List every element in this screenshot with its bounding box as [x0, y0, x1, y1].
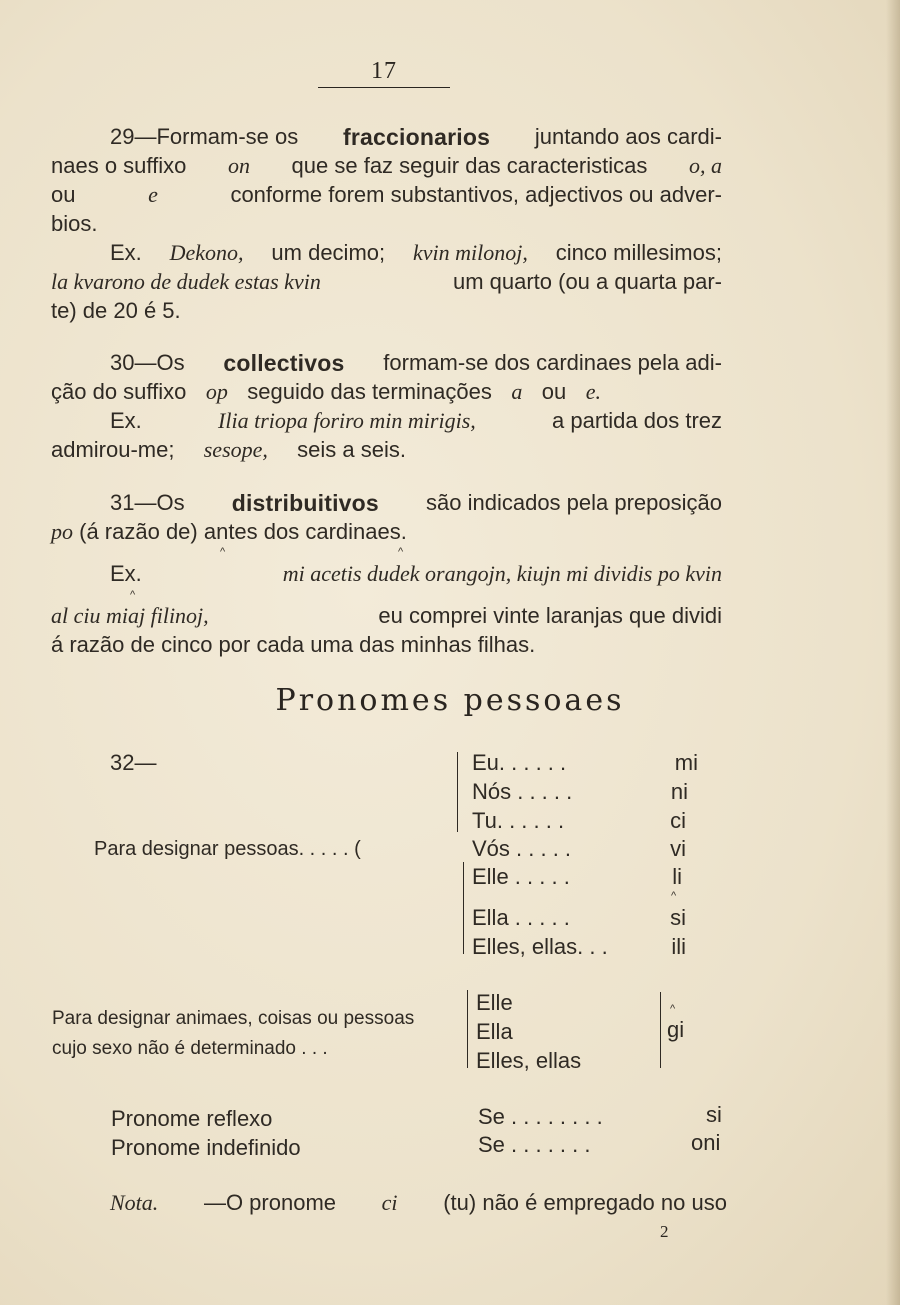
p30-text: admirou-me; — [51, 437, 175, 462]
ending-e: e. — [585, 379, 601, 404]
example-dekono: Dekono, — [169, 240, 244, 265]
p30-text: formam-se dos cardinaes pela adi- — [383, 350, 722, 375]
brace-left — [457, 752, 458, 832]
p29-line-6 — [51, 269, 722, 295]
page-edge-shadow — [886, 0, 900, 1305]
ending-a: a — [511, 379, 523, 404]
p29-line-4 — [51, 211, 97, 237]
circumflex-mark: ^ — [130, 589, 136, 601]
neutral-elles-ellas: Elles, ellas — [476, 1048, 582, 1073]
p29-text: juntando aos cardi- — [534, 124, 722, 149]
nota-label: Nota. — [110, 1190, 159, 1215]
p30-line-1 — [110, 350, 722, 377]
example-la-kvarono: la kvarono de dudek estas kvin — [51, 269, 321, 294]
eo-gi: gi — [667, 1017, 685, 1042]
brace-left — [463, 862, 464, 954]
p29-text: cinco millesimos; — [555, 240, 722, 265]
p31-line-5 — [51, 632, 535, 658]
reflexive-pt: Se . . . . . . . . — [478, 1104, 603, 1129]
term-collectivos: collectivos — [223, 350, 345, 376]
eo-si: si — [670, 905, 686, 930]
p30-text: seis a seis. — [297, 437, 406, 462]
eo-oni: oni — [691, 1130, 721, 1155]
p29-text: um decimo; — [271, 240, 386, 265]
p30-line-2 — [51, 379, 601, 405]
example-kvin-milonoj: kvin milonoj, — [412, 240, 528, 265]
p29-text: ou — [51, 182, 76, 207]
neutral-elle: Elle — [476, 990, 513, 1015]
p29-line-1 — [110, 124, 722, 151]
suffix-op: op — [205, 379, 228, 404]
section-title: Pronomes pessoaes — [275, 683, 625, 718]
p29-line-5 — [110, 240, 722, 266]
nota-text: —O pronome — [203, 1190, 337, 1215]
circumflex-mark: ^ — [398, 546, 404, 558]
personal-pronouns-label: Para designar pessoas. . . . . ( — [94, 838, 361, 860]
p29-text: que se faz seguir das caracteristicas — [291, 153, 648, 178]
indefinite-label: Pronome indefinido — [111, 1135, 301, 1160]
eo-vi: vi — [670, 836, 686, 861]
p29-text: bios. — [51, 211, 98, 236]
eo-si-reflexive: si — [706, 1102, 722, 1127]
eo-ni: ni — [670, 779, 688, 804]
p30-text: seguido das terminações — [247, 379, 492, 404]
example-sesope: sesope, — [203, 437, 268, 462]
neutral-label-line-2: cujo sexo não é determinado . . . — [52, 1038, 328, 1059]
p31-line-1 — [110, 490, 722, 517]
eo-ili: ili — [671, 934, 686, 959]
p29-text: um quarto (ou a quarta par- — [452, 269, 722, 294]
term-distribuitivos: distribuitivos — [231, 490, 379, 516]
signature-mark: 2 — [660, 1222, 669, 1241]
brace-right — [660, 992, 661, 1068]
pronoun-row-ella: Ella . . . . . si — [472, 905, 686, 930]
indefinite-pt: Se . . . . . . . — [478, 1132, 591, 1157]
p31-line-2 — [51, 519, 407, 545]
nota-text: (tu) não é empregado no uso — [443, 1190, 727, 1215]
circumflex-mark: ^ — [220, 546, 226, 558]
preposition-po: po — [51, 519, 73, 544]
nota-line — [110, 1190, 727, 1216]
ending-e: e — [148, 182, 158, 207]
p29-text: Ex. — [110, 240, 142, 265]
eo-mi: mi — [674, 750, 698, 775]
p31-line-4 — [51, 603, 722, 629]
pronoun-row-vos: Vós . . . . . vi — [472, 836, 686, 861]
eo-li: li — [672, 864, 682, 889]
example-ilia-triopa: Ilia triopa foriro min mirigis, — [218, 408, 476, 433]
circumflex-mark: ^ — [670, 1003, 676, 1015]
pronoun-row-elles: Elles, ellas. . . ili — [472, 934, 686, 959]
pronoun-row-eu: Eu. . . . . . mi — [472, 750, 698, 775]
eo-ci: ci — [670, 808, 686, 833]
p29-line-7 — [51, 298, 181, 324]
brace-left — [467, 990, 468, 1068]
neutral-label-line-1: Para designar animaes, coisas ou pessoas — [52, 1008, 415, 1029]
term-fraccionarios: fraccionarios — [343, 124, 491, 150]
p30-line-3 — [110, 408, 722, 434]
p30-text: 30—Os — [110, 350, 185, 375]
p29-text: conforme forem substantivos, adjectivos ou adver- — [230, 182, 722, 207]
suffix-on: on — [227, 153, 250, 178]
circumflex-mark: ^ — [671, 890, 677, 902]
p31-text: á razão de cinco por cada uma das minhas filhas. — [51, 632, 536, 657]
p31-text: eu comprei vinte laranjas que dividi — [378, 603, 722, 628]
p31-text: Ex. — [110, 561, 142, 586]
pronoun-ci: ci — [381, 1190, 398, 1215]
p30-text: ou — [541, 379, 567, 404]
p31-line-3 — [110, 561, 722, 587]
reflexive-label: Pronome reflexo — [111, 1106, 273, 1131]
example-mi-acetis: mi acetis dudek orangojn, kiujn mi dividis po kvin — [282, 561, 722, 586]
p29-text: 29—Formam-se os — [110, 124, 299, 149]
p30-line-4 — [51, 437, 406, 463]
p30-text: a partida dos trez — [552, 408, 722, 433]
neutral-ella: Ella — [476, 1019, 513, 1044]
p29-text: te) de 20 é 5. — [51, 298, 181, 323]
pronoun-row-elle: Elle . . . . . li — [472, 864, 682, 889]
p32-number: 32— — [110, 750, 157, 775]
p29-text: naes o suffixo — [51, 153, 187, 178]
pronoun-row-nos: Nós . . . . . ni — [472, 779, 688, 804]
p30-text: ção do suffixo — [51, 379, 187, 404]
endings-o-a: o, a — [688, 153, 722, 178]
p29-line-3 — [51, 182, 722, 208]
p31-text: (á razão de) antes dos cardinaes. — [79, 519, 407, 544]
pronoun-row-tu: Tu. . . . . . ci — [472, 808, 686, 833]
page-number: 17 — [318, 58, 450, 88]
p29-line-2 — [51, 153, 722, 179]
p30-text: Ex. — [110, 408, 142, 433]
example-al-ciu: al ciu miaj filinoj, — [51, 603, 209, 628]
p31-text: 31—Os — [110, 490, 185, 515]
p31-text: são indicados pela preposição — [426, 490, 722, 515]
